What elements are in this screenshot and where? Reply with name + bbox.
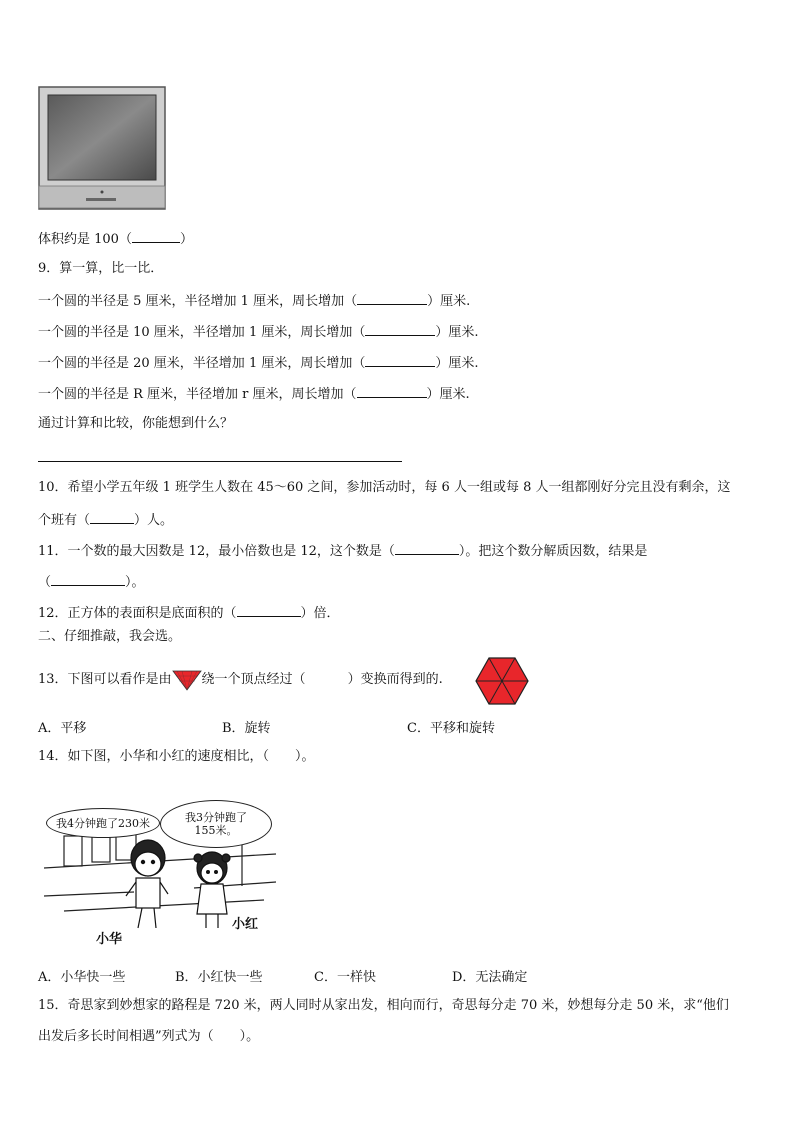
q15-line-1: 15．奇思家到妙想家的路程是 720 米，两人同时从家出发，相向而行，奇思每分走 70 米，妙想每分走 50 米，求“他们 (38, 998, 729, 1013)
q14-option-b[interactable]: B．小红快一些 (175, 970, 263, 985)
q9-blank-4[interactable] (357, 384, 427, 398)
q11-line-1-text: 11．一个数的最大因数是 12，最小倍数也是 12，这个数是（ (38, 544, 395, 559)
q14-option-c[interactable]: C．一样快 (314, 970, 376, 985)
q11-blank-1[interactable] (395, 541, 459, 555)
q8-blank[interactable] (132, 229, 180, 243)
q9-line-3 (38, 353, 478, 373)
q11-line-1 (38, 541, 647, 561)
q13-option-c[interactable]: C．平移和旋转 (407, 721, 495, 736)
q13-text-pre: 13．下图可以看作是由 (38, 672, 172, 687)
q13-option-b[interactable]: B．旋转 (222, 721, 271, 736)
q11-line-2 (38, 572, 145, 592)
section-2-heading: 二、仔细推敲，我会选。 (38, 629, 182, 644)
q12-blank[interactable] (237, 603, 301, 617)
q13-text-post: ）变换而得到的. (347, 672, 443, 687)
red-triangle-icon (172, 672, 202, 688)
q9-blank-2[interactable] (365, 322, 435, 336)
q9-line-3-unit: ）厘米. (435, 356, 479, 371)
q10-blank[interactable] (90, 510, 134, 524)
q10-line-1: 10．希望小学五年级 1 班学生人数在 45～60 之间，参加活动时，每 6 人一组或每 8 人一组都刚好分完且没有剩余，这 (38, 480, 731, 495)
q12-line (38, 603, 340, 623)
q9-answer-line[interactable] (38, 461, 402, 462)
red-hexagon-figure (475, 656, 529, 706)
q9-line-2 (38, 322, 478, 342)
q9-line-4-text: 一个圆的半径是 R 厘米，半径增加 r 厘米，周长增加（ (38, 387, 357, 402)
q8-text: 体积约是 100（ (38, 232, 132, 247)
q9-blank-3[interactable] (365, 353, 435, 367)
q9-line-3-text: 一个圆的半径是 20 厘米，半径增加 1 厘米，周长增加（ (38, 356, 366, 371)
q10-line-2 (38, 510, 173, 530)
q9-line-4-unit: ）厘米. (426, 387, 470, 402)
speech-bubble-girl-line-2: 155米。 (194, 824, 238, 837)
q10-line-2-unit: ）人。 (134, 513, 174, 528)
q9-line-4 (38, 384, 470, 404)
q10-line-2-text: 个班有（ (38, 513, 91, 528)
q15-line-2: 出发后多长时间相遇”列式为（ ）。 (38, 1029, 260, 1044)
q8-close: ） (179, 232, 193, 247)
q11-blank-2[interactable] (51, 572, 125, 586)
q8-line (38, 229, 193, 249)
label-xiaohua: 小华 (96, 932, 123, 947)
q9-line-1-text: 一个圆的半径是 5 厘米，半径增加 1 厘米，周长增加（ (38, 294, 358, 309)
q11-line-2-close: ）。 (125, 575, 145, 590)
q9-line-1-unit: ）厘米. (427, 294, 471, 309)
q9-line-1 (38, 291, 470, 311)
speech-bubble-boy: 我4分钟跑了230米 (46, 808, 160, 838)
q9-line-2-unit: ）厘米. (435, 325, 479, 340)
q9-question: 通过计算和比较，你能想到什么？ (38, 416, 234, 431)
q14-title: 14．如下图，小华和小红的速度相比，（ ）。 (38, 749, 315, 764)
q14-option-d[interactable]: D．无法确定 (452, 970, 528, 985)
label-xiaohong: 小红 (232, 917, 259, 932)
q12-unit: ）倍． (300, 606, 340, 621)
q13-option-a[interactable]: A．平移 (38, 721, 87, 736)
speech-bubble-girl-line-1: 我3分钟跑了 (185, 811, 247, 824)
q14-option-a[interactable]: A．小华快一些 (38, 970, 126, 985)
q9-title: 9．算一算，比一比． (38, 261, 164, 276)
speech-bubble-girl (160, 800, 272, 848)
q9-blank-1[interactable] (357, 291, 427, 305)
q9-line-2-text: 一个圆的半径是 10 厘米，半径增加 1 厘米，周长增加（ (38, 325, 366, 340)
q13-text-mid: 绕一个顶点经过（ (201, 672, 306, 687)
tv-image (38, 86, 166, 210)
q11-line-2-open: （ (38, 575, 52, 590)
q12-text: 12．正方体的表面积是底面积的（ (38, 606, 237, 621)
q11-line-1-tail: ）。把这个数分解质因数，结果是 (458, 544, 648, 559)
q13-line (38, 671, 443, 689)
